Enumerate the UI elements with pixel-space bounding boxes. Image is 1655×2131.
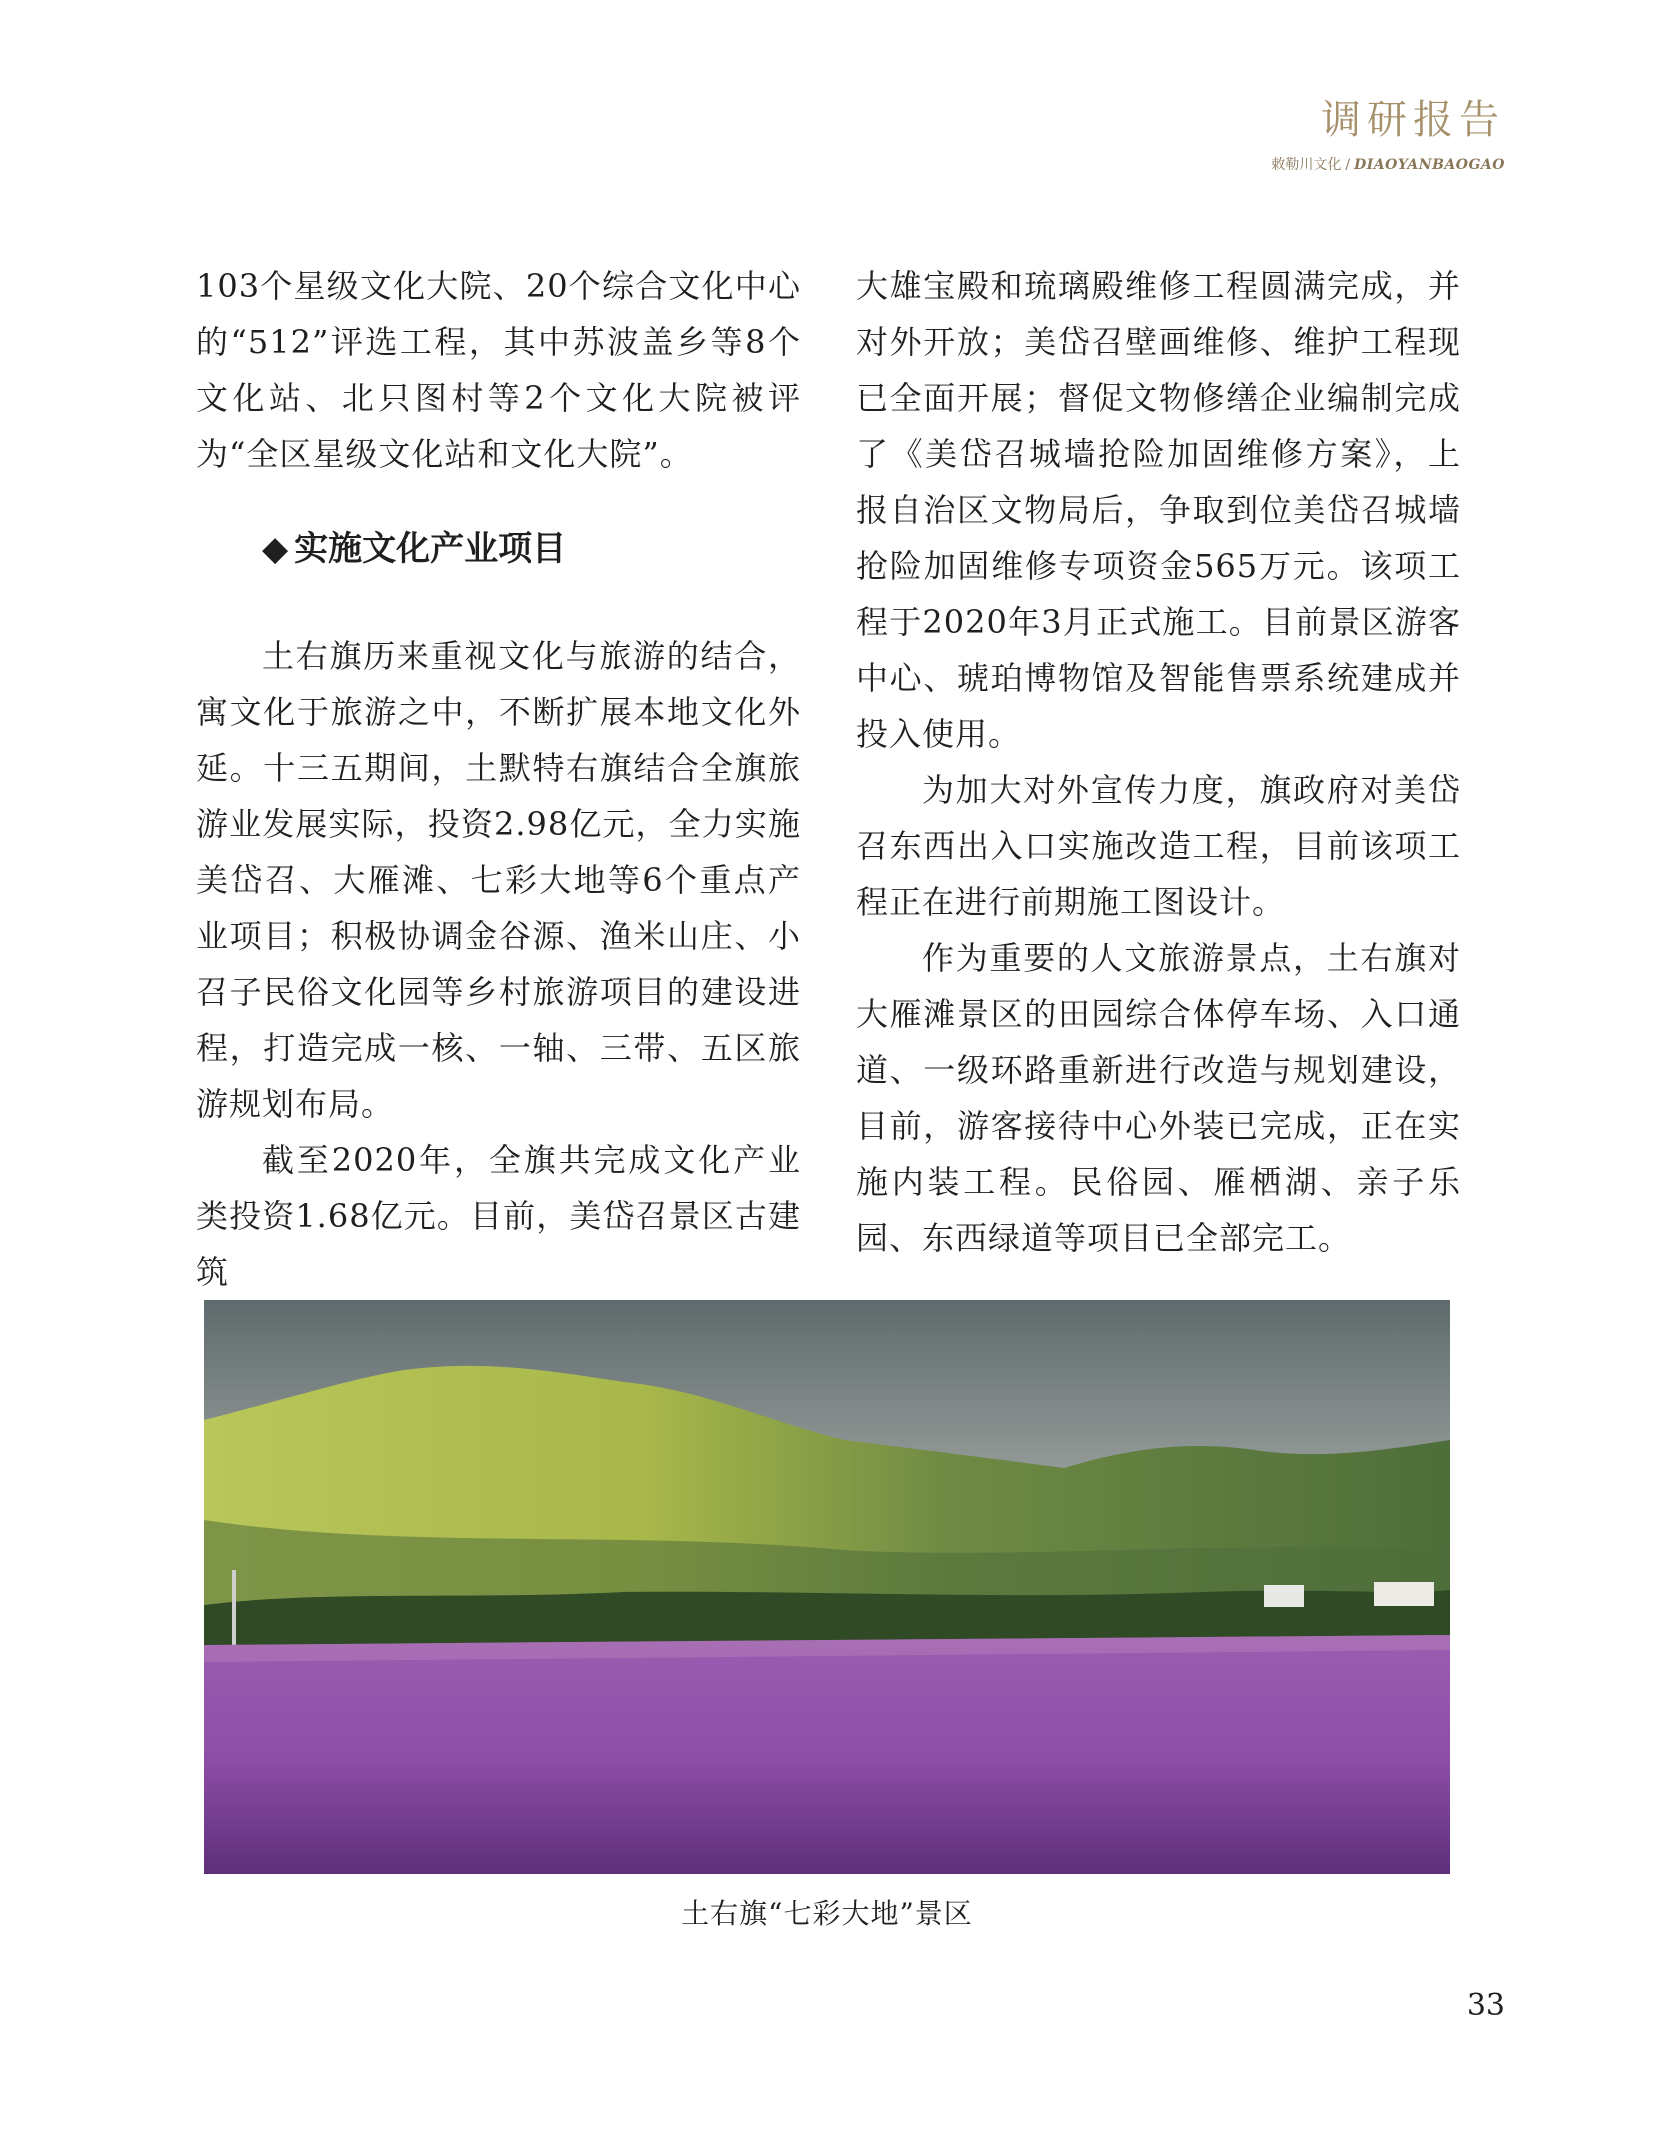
section-title: 调研报告 xyxy=(1321,97,1505,143)
subtitle-separator: / xyxy=(1345,157,1351,173)
subtitle-cn: 敕勒川文化 xyxy=(1271,157,1342,173)
paragraph: 大雄宝殿和琉璃殿维修工程圆满完成，并对外开放；美岱召壁画维修、维护工程现已全面开展；督促文物修缮企业编制完成了《美岱召城墙抢险加固维修方案》，上报自治区文物局后，争取到位美岱召城墙抢险加固维修专项资金565万元。该项工程于2020年3月正式施工。目前景区游客中心、琥珀博物馆及智能售票系统建成并投入使用。 xyxy=(856,267,1461,753)
section-heading-text: 实施文化产业项目 xyxy=(294,529,567,569)
photo-caption: 土右旗“七彩大地”景区 xyxy=(681,1897,973,1930)
building xyxy=(1374,1582,1434,1606)
paragraph: 作为重要的人文旅游景点，土右旗对大雁滩景区的田园综合体停车场、入口通道、一级环路重新进行改造与规划建设，目前，游客接待中心外装已完成，正在实施内装工程。民俗园、雁栖湖、亲子乐园、东西绿道等项目已全部完工。 xyxy=(856,939,1461,1257)
scenic-photo xyxy=(204,1300,1450,1874)
section-heading xyxy=(262,524,801,574)
right-column xyxy=(856,258,1461,1266)
section-subtitle xyxy=(1271,154,1505,174)
running-header xyxy=(1271,97,1505,174)
paragraph: 为加大对外宣传力度，旗政府对美岱召东西出入口实施改造工程，目前该项工程正在进行前期施工图设计。 xyxy=(856,771,1461,921)
page-number: 33 xyxy=(1466,1988,1505,2023)
diamond-bullet-icon: ◆ xyxy=(262,529,289,569)
paragraph: 103个星级文化大院、20个综合文化中心的“512”评选工程，其中苏波盖乡等8个文化站、北只图村等2个文化大院被评为“全区星级文化站和文化大院”。 xyxy=(196,267,801,473)
lavender-field xyxy=(204,1635,1450,1874)
left-column xyxy=(196,258,801,1300)
subtitle-en: DIAOYANBAOGAO xyxy=(1354,157,1505,173)
landscape-image xyxy=(204,1300,1450,1874)
paragraph: 土右旗历来重视文化与旅游的结合，寓文化于旅游之中，不断扩展本地文化外延。十三五期间，土默特右旗结合全旗旅游业发展实际，投资2.98亿元，全力实施美岱召、大雁滩、七彩大地等6个重点产业项目；积极协调金谷源、渔米山庄、小召子民俗文化园等乡村旅游项目的建设进程，打造完成一核、一轴、三带、五区旅游规划布局。 xyxy=(196,637,801,1123)
paragraph: 截至2020年，全旗共完成文化产业类投资1.68亿元。目前，美岱召景区古建筑 xyxy=(196,1141,801,1291)
building xyxy=(1264,1585,1304,1607)
